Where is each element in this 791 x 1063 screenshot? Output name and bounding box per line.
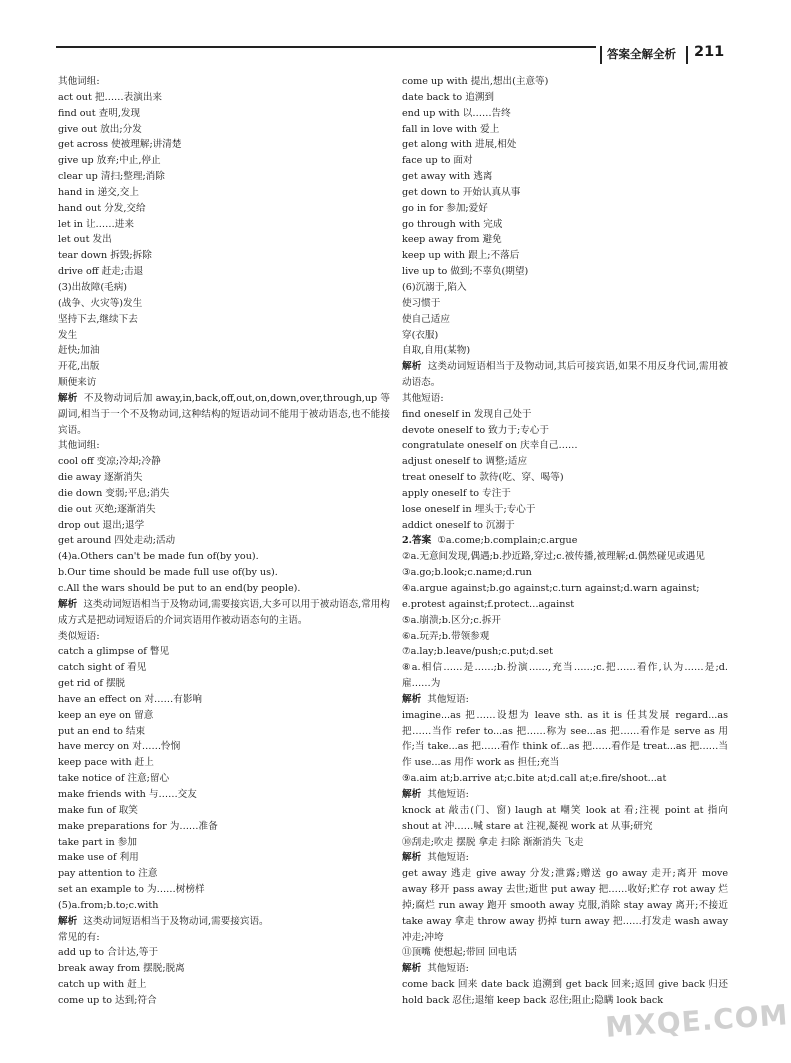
- line-text: take notice of 注意;留心: [58, 773, 170, 785]
- text-line: [58, 565, 390, 581]
- text-line: [58, 232, 390, 248]
- line-text: find oneself in 发现自己处于: [402, 408, 532, 420]
- line-text: ⑩刮走;吹走 摆脱 拿走 扫除 渐渐消失 飞走: [402, 836, 584, 848]
- text-line: [402, 280, 728, 296]
- line-text: ⑧a.相信……是……;b.扮演……,充当……;c.把……看作,认为……是;d.雇……为: [402, 662, 728, 690]
- line-text: get rid of 摆脱: [58, 678, 126, 690]
- text-line: [402, 502, 728, 518]
- line-text: make fun of 取笑: [58, 804, 138, 816]
- text-line: [58, 280, 390, 296]
- text-line: [402, 613, 728, 629]
- text-line: [402, 803, 728, 835]
- line-text: ⑪顶嘴 使想起;带回 回电话: [402, 947, 517, 959]
- text-line: [58, 819, 390, 835]
- line-text: (4)a.Others can't be made fun of(by you).: [58, 551, 259, 563]
- text-line: [402, 660, 728, 692]
- text-line: [402, 835, 728, 851]
- line-text: act out 把……表演出来: [58, 91, 163, 103]
- line-text: die down 变弱;平息;消失: [58, 487, 170, 499]
- text-line: [58, 629, 390, 645]
- text-line: [402, 486, 728, 502]
- line-text: date back to 追溯到: [402, 91, 495, 103]
- line-text: make friends with 与……交友: [58, 788, 197, 800]
- text-line: [58, 945, 390, 961]
- text-line: [58, 201, 390, 217]
- text-line: [58, 549, 390, 565]
- line-text: end up with 以……告终: [402, 107, 511, 119]
- line-text: 这类动词短语相当于及物动词,其后可接宾语,如果不用反身代词,需用被动语态。: [402, 361, 728, 389]
- text-line: [402, 122, 728, 138]
- line-text: let out 发出: [58, 234, 112, 246]
- text-line: [58, 90, 390, 106]
- text-line: [402, 565, 728, 581]
- line-text: get away 逃走 give away 分发;泄露;赠送 go away 走开;离开 move away 移开 pass away 去世;逝世 put away 把……收好;贮存 rot away 烂掉;腐烂 run away 跑开 smooth away 克服,消除 stay away 离开;不接近 take away 拿走 throw away 扔掉 turn away 把……打发走 wash away 冲走;冲垮: [402, 868, 728, 943]
- text-line: [58, 375, 390, 391]
- header-rule: [56, 46, 596, 48]
- text-line: [58, 581, 390, 597]
- text-line: [58, 248, 390, 264]
- line-text: drop out 退出;退学: [58, 519, 145, 531]
- line-text: catch a glimpse of 瞥见: [58, 646, 170, 658]
- line-text: ②a.无意间发现,偶遇;b.抄近路,穿过;c.被传播,被理解;d.偶然碰见或遇见: [402, 551, 705, 563]
- text-line: [58, 137, 390, 153]
- text-line: [58, 898, 390, 914]
- text-line: [402, 518, 728, 534]
- label: 解析: [402, 963, 422, 975]
- text-line: [402, 90, 728, 106]
- text-line: [402, 866, 728, 945]
- text-line: [58, 343, 390, 359]
- text-line: [58, 153, 390, 169]
- text-line: [402, 153, 728, 169]
- line-text: hand in 递交,交上: [58, 186, 139, 198]
- line-text: have an effect on 对……有影响: [58, 693, 203, 705]
- line-text: keep away from 避免: [402, 234, 502, 246]
- line-text: 坚持下去,继续下去: [58, 313, 138, 325]
- line-text: come up with 提出,想出(主意等): [402, 76, 549, 87]
- line-text: 自取,自用(某物): [402, 345, 471, 357]
- text-line: [58, 122, 390, 138]
- line-text: give out 放出;分发: [58, 123, 142, 135]
- text-line: [58, 169, 390, 185]
- line-text: 开花,出版: [58, 361, 100, 373]
- text-line: [402, 343, 728, 359]
- text-line: [58, 676, 390, 692]
- text-line: [58, 660, 390, 676]
- text-line: [402, 581, 728, 597]
- text-line: [402, 217, 728, 233]
- line-text: treat oneself to 款待(吃、穿、喝等): [402, 472, 564, 484]
- line-text: (5)a.from;b.to;c.with: [58, 899, 159, 911]
- label: 解析: [58, 598, 78, 610]
- line-text: 这类动词短语相当于及物动词,需要接宾语。: [83, 915, 269, 927]
- line-text: make preparations for 为……准备: [58, 820, 218, 832]
- line-text: knock at 敲击(门、窗) laugh at 嘲笑 look at 看;注视 point at 指向 shout at 冲……喊 stare at 注视,凝视 work at 从事;研究: [402, 804, 728, 832]
- text-line: [402, 438, 728, 454]
- text-line: [58, 961, 390, 977]
- line-text: keep up with 跟上;不落后: [402, 250, 520, 262]
- text-line: [402, 549, 728, 565]
- line-text: congratulate oneself on 庆幸自己……: [402, 440, 578, 452]
- text-line: [58, 771, 390, 787]
- text-line: [58, 977, 390, 993]
- line-text: imagine...as 把……设想为 leave sth. as it is 任其发展 regard...as 把……当作 refer to...as 把……称为 see...as 把……看作是 serve as 用作;当 take...as 把……看作 think of...as 把……看作是 treat...as 把……当作 use...as 用作 work as 担任;充当: [402, 709, 728, 769]
- text-line: [58, 708, 390, 724]
- header-divider-left: [600, 46, 602, 64]
- line-text: b.Our time should be made full use of(by us).: [58, 567, 278, 579]
- line-text: get away with 逃离: [402, 171, 493, 183]
- line-text: ⑦a.lay;b.leave/push;c.put;d.set: [402, 646, 553, 658]
- text-line: [58, 74, 390, 90]
- text-line: [402, 629, 728, 645]
- text-line: [58, 217, 390, 233]
- text-line: [402, 391, 728, 407]
- text-line: [402, 423, 728, 439]
- line-text: give up 放弃;中止,停止: [58, 155, 161, 167]
- text-line: [58, 438, 390, 454]
- label: 解析: [402, 693, 422, 705]
- line-text: put an end to 结束: [58, 725, 146, 737]
- line-text: 其他短语:: [427, 963, 469, 975]
- label: 2.答案: [402, 535, 432, 547]
- line-text: 使习惯于: [402, 297, 441, 309]
- text-line: [58, 930, 390, 946]
- text-line: [58, 692, 390, 708]
- line-text: 其他短语:: [427, 693, 469, 705]
- line-text: e.protest against;f.protect…against: [402, 598, 575, 610]
- text-line: [402, 169, 728, 185]
- text-line: [58, 787, 390, 803]
- line-text: 顺便来访: [58, 377, 97, 389]
- line-text: die away 逐渐消失: [58, 472, 143, 484]
- line-text: cool off 变凉;冷却;冷静: [58, 456, 161, 468]
- line-text: 类似短语:: [58, 630, 100, 642]
- text-line: [58, 803, 390, 819]
- line-text: 其他短语:: [427, 852, 469, 864]
- line-text: make use of 利用: [58, 852, 139, 864]
- text-line: [402, 185, 728, 201]
- watermark-logo: MXQE.COM: [604, 998, 790, 1044]
- line-text: 使自己适应: [402, 313, 450, 325]
- line-text: keep an eye on 留意: [58, 709, 154, 721]
- text-line: [402, 137, 728, 153]
- line-text: (6)沉溺于,陷入: [402, 281, 467, 293]
- line-text: fall in love with 爱上: [402, 123, 500, 135]
- text-line: [402, 248, 728, 264]
- text-line: [402, 232, 728, 248]
- line-text: 其他词组:: [58, 76, 100, 87]
- line-text: catch up with 赶上: [58, 979, 147, 991]
- line-text: live up to 做到;不辜负(期望): [402, 266, 529, 278]
- text-line: [402, 533, 728, 549]
- text-line: [58, 835, 390, 851]
- text-line: [402, 692, 728, 708]
- right-column: [402, 74, 728, 1009]
- text-line: [402, 312, 728, 328]
- text-line: [58, 597, 390, 629]
- line-text: ⑤a.崩溃;b.区分;c.拆开: [402, 614, 502, 626]
- line-text: 其他短语:: [402, 392, 444, 404]
- text-line: [402, 787, 728, 803]
- text-line: [402, 977, 728, 1009]
- text-line: [402, 961, 728, 977]
- text-line: [402, 597, 728, 613]
- line-text: let in 让……进来: [58, 218, 134, 230]
- line-text: drive off 赶走;击退: [58, 266, 144, 278]
- line-text: 穿(衣服): [402, 329, 439, 341]
- line-text: 这类动词短语相当于及物动词,需要接宾语,大多可以用于被动语态,常用构成方式是把动词短语后的介词宾语用作被动语态句的主语。: [58, 598, 390, 626]
- line-text: find out 查明,发现: [58, 107, 141, 119]
- line-text: get along with 进展,相处: [402, 139, 517, 151]
- text-line: [402, 106, 728, 122]
- text-line: [58, 644, 390, 660]
- label: 解析: [402, 788, 422, 800]
- text-line: [402, 264, 728, 280]
- label: 解析: [58, 392, 78, 404]
- text-line: [58, 312, 390, 328]
- line-text: pay attention to 注意: [58, 868, 158, 880]
- text-line: [402, 328, 728, 344]
- text-line: [58, 470, 390, 486]
- line-text: set an example to 为……树榜样: [58, 884, 205, 896]
- left-column: [58, 74, 390, 1009]
- text-line: [402, 201, 728, 217]
- line-text: ⑥a.玩弄;b.带领参观: [402, 630, 490, 642]
- line-text: adjust oneself to 调整;适应: [402, 456, 528, 468]
- text-line: [58, 882, 390, 898]
- text-line: [58, 185, 390, 201]
- text-line: [402, 771, 728, 787]
- text-line: [58, 296, 390, 312]
- text-line: [402, 708, 728, 771]
- line-text: break away from 摆脱;脱离: [58, 963, 185, 975]
- text-line: [58, 264, 390, 280]
- text-line: [402, 74, 728, 90]
- line-text: ④a.argue against;b.go against;c.turn against;d.warn against;: [402, 583, 700, 594]
- text-line: [58, 106, 390, 122]
- line-text: face up to 面对: [402, 155, 473, 167]
- line-text: 其他词组:: [58, 440, 100, 452]
- line-text: (3)出故障(毛病): [58, 281, 128, 293]
- line-text: devote oneself to 致力于;专心于: [402, 424, 549, 436]
- line-text: hand out 分发,交给: [58, 202, 146, 214]
- text-line: [402, 407, 728, 423]
- label: 解析: [402, 361, 422, 373]
- label: 解析: [402, 852, 422, 864]
- text-line: [58, 391, 390, 439]
- line-text: get around 四处走动;活动: [58, 535, 176, 547]
- line-text: get across 使被理解;讲清楚: [58, 139, 182, 151]
- line-text: take part in 参加: [58, 836, 137, 848]
- line-text: go in for 参加;爱好: [402, 202, 488, 214]
- text-line: [58, 518, 390, 534]
- text-line: [58, 755, 390, 771]
- line-text: keep pace with 赶上: [58, 757, 154, 769]
- text-line: [58, 454, 390, 470]
- text-line: [402, 644, 728, 660]
- header-divider: [686, 46, 688, 64]
- line-text: 不及物动词后加 away,in,back,off,out,on,down,over,through,up 等副词,相当于一个不及物动词,这种结构的短语动词不能用于被动语态,也不能接宾语。: [58, 392, 391, 436]
- text-line: [58, 359, 390, 375]
- line-text: lose oneself in 埋头于;专心于: [402, 503, 536, 515]
- line-text: have mercy on 对……怜悯: [58, 741, 181, 753]
- line-text: ①a.come;b.complain;c.argue: [437, 535, 578, 547]
- text-line: [58, 850, 390, 866]
- text-line: [402, 454, 728, 470]
- text-line: [58, 866, 390, 882]
- text-line: [402, 296, 728, 312]
- line-text: get down to 开始认真从事: [402, 186, 521, 198]
- text-line: [402, 359, 728, 391]
- text-line: [58, 914, 390, 930]
- line-text: come up to 达到;符合: [58, 994, 157, 1006]
- line-text: tear down 拆毁;拆除: [58, 250, 152, 262]
- line-text: clear up 清扫;整理;消除: [58, 171, 165, 183]
- text-line: [402, 850, 728, 866]
- line-text: apply oneself to 专注于: [402, 487, 511, 499]
- text-line: [402, 470, 728, 486]
- line-text: come back 回来 date back 追溯到 get back 回来;返回 give back 归还 hold back 忍住;退缩 keep back 忍住;阻止;隐瞒 look back: [402, 979, 728, 1006]
- text-line: [58, 486, 390, 502]
- line-text: catch sight of 看见: [58, 662, 147, 674]
- line-text: 其他短语:: [427, 788, 469, 800]
- label: 解析: [58, 915, 78, 927]
- text-line: [58, 533, 390, 549]
- line-text: c.All the wars should be put to an end(by people).: [58, 583, 301, 594]
- line-text: go through with 完成: [402, 218, 503, 230]
- line-text: add up to 合计达,等于: [58, 947, 159, 959]
- line-text: addict oneself to 沉溺于: [402, 519, 515, 531]
- text-line: [402, 945, 728, 961]
- text-line: [58, 739, 390, 755]
- line-text: ③a.go;b.look;c.name;d.run: [402, 567, 532, 579]
- text-line: [58, 328, 390, 344]
- header-title: 答案全解全析: [607, 47, 676, 61]
- line-text: ⑨a.aim at;b.arrive at;c.bite at;d.call at;e.fire/shoot...at: [402, 773, 667, 785]
- page-number: 211: [694, 44, 725, 60]
- text-line: [58, 502, 390, 518]
- line-text: 发生: [58, 329, 78, 341]
- line-text: 常见的有:: [58, 931, 100, 943]
- line-text: (战争、火灾等)发生: [58, 297, 143, 309]
- line-text: die out 灭绝;逐渐消失: [58, 503, 156, 515]
- line-text: 赶快;加油: [58, 345, 100, 357]
- text-line: [58, 724, 390, 740]
- text-line: [58, 993, 390, 1009]
